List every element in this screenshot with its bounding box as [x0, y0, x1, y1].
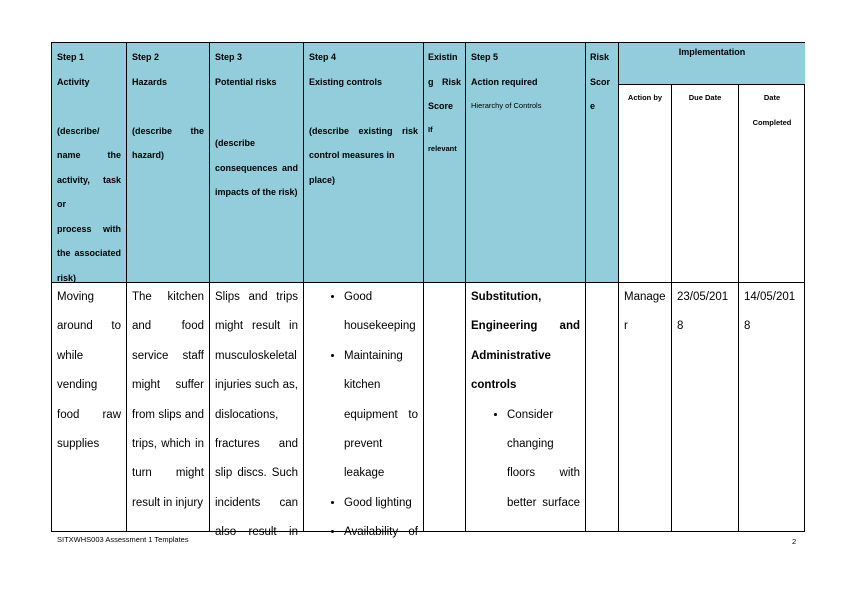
desc-line: process with	[57, 223, 121, 234]
control-item	[344, 518, 418, 547]
desc-line: control measures in place)	[309, 150, 395, 185]
step-label: Step 1	[57, 52, 85, 62]
text-line: prevent	[344, 438, 383, 451]
text-line: fractures and	[215, 438, 298, 451]
header-line: Existin	[428, 52, 458, 62]
desc-line: hazard)	[132, 150, 165, 160]
text-line: changing	[507, 438, 554, 451]
step-label: Step 5	[471, 52, 499, 62]
header-step1	[52, 43, 127, 283]
header-line: g Risk	[428, 76, 461, 87]
header-implementation	[619, 43, 805, 85]
text-line: musculoskeletal	[215, 349, 297, 362]
text-line: leakage	[344, 467, 385, 480]
header-existing-risk	[424, 43, 466, 283]
desc-line: (describe	[215, 138, 256, 148]
text-line: trips, which in	[132, 438, 204, 451]
header-date-completed	[739, 85, 805, 283]
header-text: Date	[763, 93, 781, 102]
text-line: turn might	[132, 467, 204, 480]
header-text: Action by	[627, 93, 663, 102]
cell-potential-risks	[210, 283, 304, 539]
step-subtitle: Hierarchy of Controls	[471, 101, 542, 110]
step-title: Hazards	[132, 76, 168, 87]
desc-line: impacts of the risk)	[215, 187, 298, 197]
text-line: vending	[57, 379, 98, 392]
header-text: Completed	[752, 118, 792, 127]
header-line: Risk	[590, 52, 610, 62]
implementation-title: Implementation	[678, 47, 746, 57]
header-step5	[466, 43, 586, 283]
header-action-by	[619, 85, 672, 283]
cell-due-date	[672, 283, 739, 531]
text-line: equipment to	[344, 408, 418, 421]
control-item	[344, 283, 418, 342]
text-line: kitchen	[344, 379, 381, 392]
text-line: Engineering and	[471, 320, 580, 333]
text-line: Manage	[624, 291, 666, 303]
text-line: and food	[132, 320, 204, 333]
action-item	[507, 401, 580, 519]
text-line: result in injury	[132, 496, 203, 509]
step-label: Step 3	[215, 52, 243, 62]
cell-activity	[52, 283, 127, 531]
cell-action-by	[619, 283, 672, 531]
header-note: If	[428, 125, 433, 134]
text-line: might result in	[215, 320, 298, 333]
text-line: 23/05/201	[677, 291, 729, 303]
text-line: while	[57, 349, 84, 362]
footer-page-number: 2	[792, 537, 797, 546]
footer-document-title: SITXWHS003 Assessment 1 Templates	[57, 535, 189, 544]
desc-line: (describe existing risk	[309, 125, 418, 136]
desc-line: (describe/	[57, 125, 100, 136]
text-line: better surface	[507, 496, 580, 509]
text-line: • Availability of	[344, 526, 418, 539]
text-line: also result in	[215, 526, 298, 539]
header-due-date	[672, 85, 739, 283]
cell-risk-score	[586, 283, 619, 531]
header-note: relevant	[428, 143, 457, 153]
text-line: injuries such as,	[215, 379, 298, 392]
text-line: Substitution,	[471, 291, 542, 303]
risk-assessment-table	[51, 42, 805, 539]
text-line: • Consider	[507, 408, 554, 421]
text-line: supplies	[57, 438, 100, 451]
cell-hazard	[127, 283, 210, 531]
step-title: Action required	[471, 76, 538, 87]
text-line: might suffer	[132, 379, 204, 392]
text-line: from slips and	[132, 408, 204, 421]
desc-line: activity, task or	[57, 174, 121, 209]
cell-existing-controls	[304, 283, 424, 539]
text-line: • Good lighting	[344, 496, 412, 509]
text-line: Slips and trips	[215, 291, 298, 303]
header-text: Due Date	[688, 93, 722, 102]
text-line: dislocations,	[215, 408, 279, 421]
text-line: Administrative	[471, 349, 551, 362]
header-step3	[210, 43, 304, 283]
step-title: Existing controls	[309, 76, 383, 87]
desc-line: consequences and	[215, 162, 298, 173]
control-item	[344, 489, 418, 518]
header-risk-score	[586, 43, 619, 283]
text-line: 8	[744, 320, 751, 333]
text-line: slip discs. Such	[215, 467, 298, 480]
text-line: food raw	[57, 408, 121, 421]
text-line: • Maintaining	[344, 349, 403, 362]
cell-date-completed	[739, 283, 805, 531]
text-line: The kitchen	[132, 291, 204, 303]
header-line: Score	[428, 101, 454, 111]
header-line: Scor	[590, 76, 611, 87]
text-line: incidents can	[215, 496, 298, 509]
text-line: 14/05/201	[744, 291, 796, 303]
text-line: around to	[57, 320, 121, 333]
text-line: floors with	[507, 467, 580, 480]
text-line: r	[624, 320, 628, 333]
text-line: Moving	[57, 291, 95, 303]
text-line: service staff	[132, 349, 204, 362]
cell-action-required	[466, 283, 586, 531]
desc-line: (describe the	[132, 125, 204, 136]
desc-line: risk)	[57, 272, 77, 283]
text-line: • Good	[344, 291, 373, 303]
step-label: Step 2	[132, 52, 160, 62]
step-title: Potential risks	[215, 76, 277, 87]
header-step2	[127, 43, 210, 283]
step-title: Activity	[57, 76, 90, 87]
header-step4	[304, 43, 424, 283]
cell-existing-risk-score	[424, 283, 466, 531]
text-line: controls	[471, 379, 517, 392]
desc-line: the associated	[57, 248, 121, 258]
text-line: 8	[677, 320, 684, 333]
control-item	[344, 342, 418, 489]
header-line: e	[590, 101, 596, 111]
step-label: Step 4	[309, 52, 337, 62]
text-line: housekeeping	[344, 320, 416, 333]
desc-line: name the	[57, 150, 121, 160]
